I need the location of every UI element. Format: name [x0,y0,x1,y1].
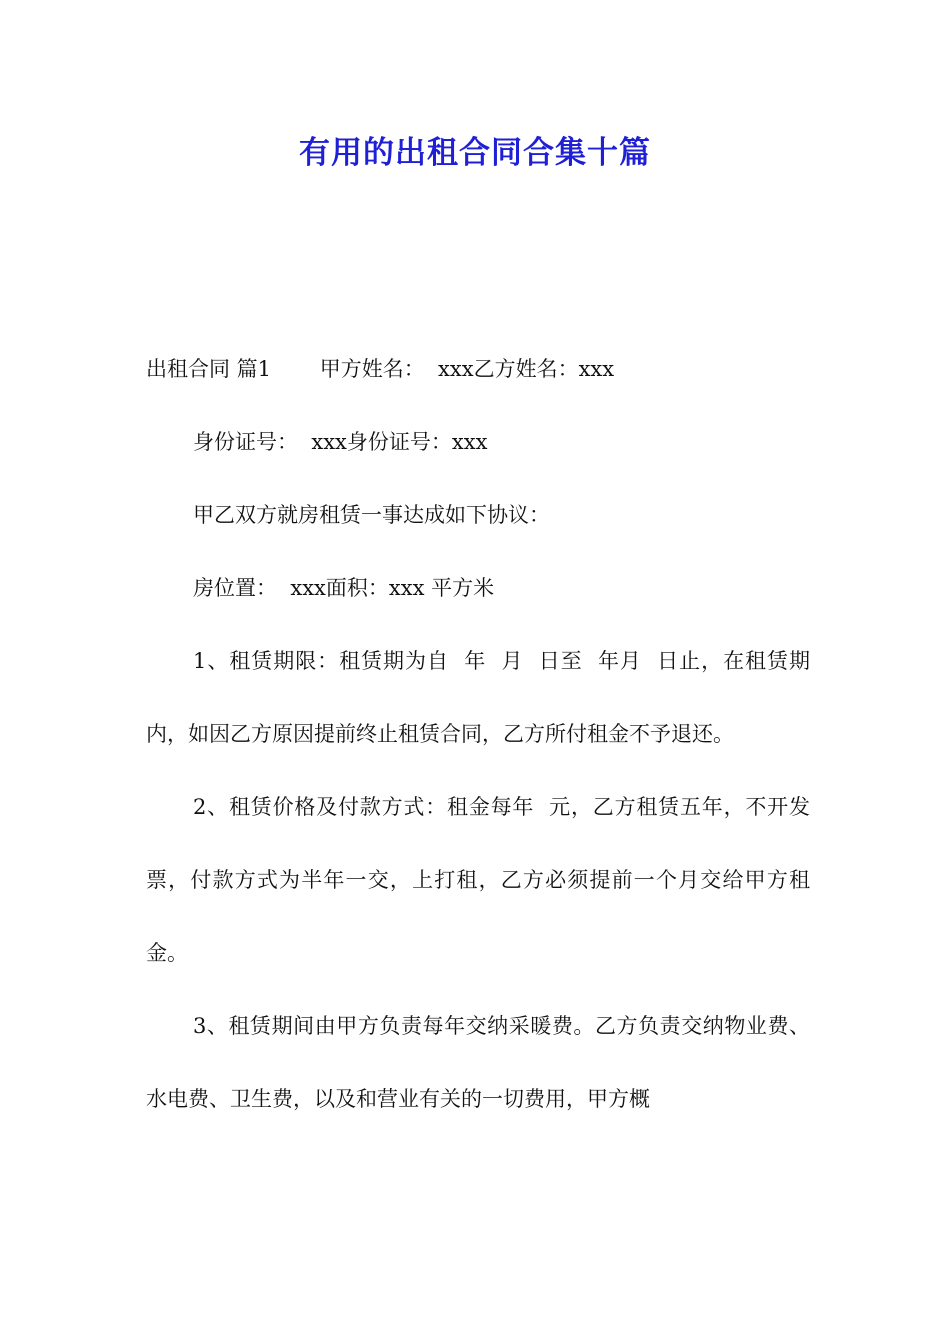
document-title: 有用的出租合同合集十篇 [299,135,651,171]
document-body [146,333,810,1136]
paragraph-id-numbers: 身份证号： xxx身份证号：xxx [193,430,488,454]
paragraph-clause-1: 1、租赁期限：租赁期为自 年 月 日至 年月 日止，在租赁期内，如因乙方原因提前终止租赁合同，乙方所付租金不予退还。 [146,649,810,746]
paragraph-clause-2: 2、租赁价格及付款方式：租金每年 元，乙方租赁五年，不开发票，付款方式为半年一交，上打租，乙方必须提前一个月交给甲方租金。 [146,795,810,965]
paragraph-heading-parties: 出租合同 篇1 甲方姓名： xxx乙方姓名：xxx [146,357,615,381]
paragraph-property-location: 房位置： xxx面积：xxx 平方米 [193,576,495,600]
paragraph-agreement-intro: 甲乙双方就房租赁一事达成如下协议： [193,503,550,527]
paragraph-clause-3: 3、租赁期间由甲方负责每年交纳采暖费。乙方负责交纳物业费、水电费、卫生费，以及和营业有关的一切费用，甲方概 [146,1014,810,1111]
